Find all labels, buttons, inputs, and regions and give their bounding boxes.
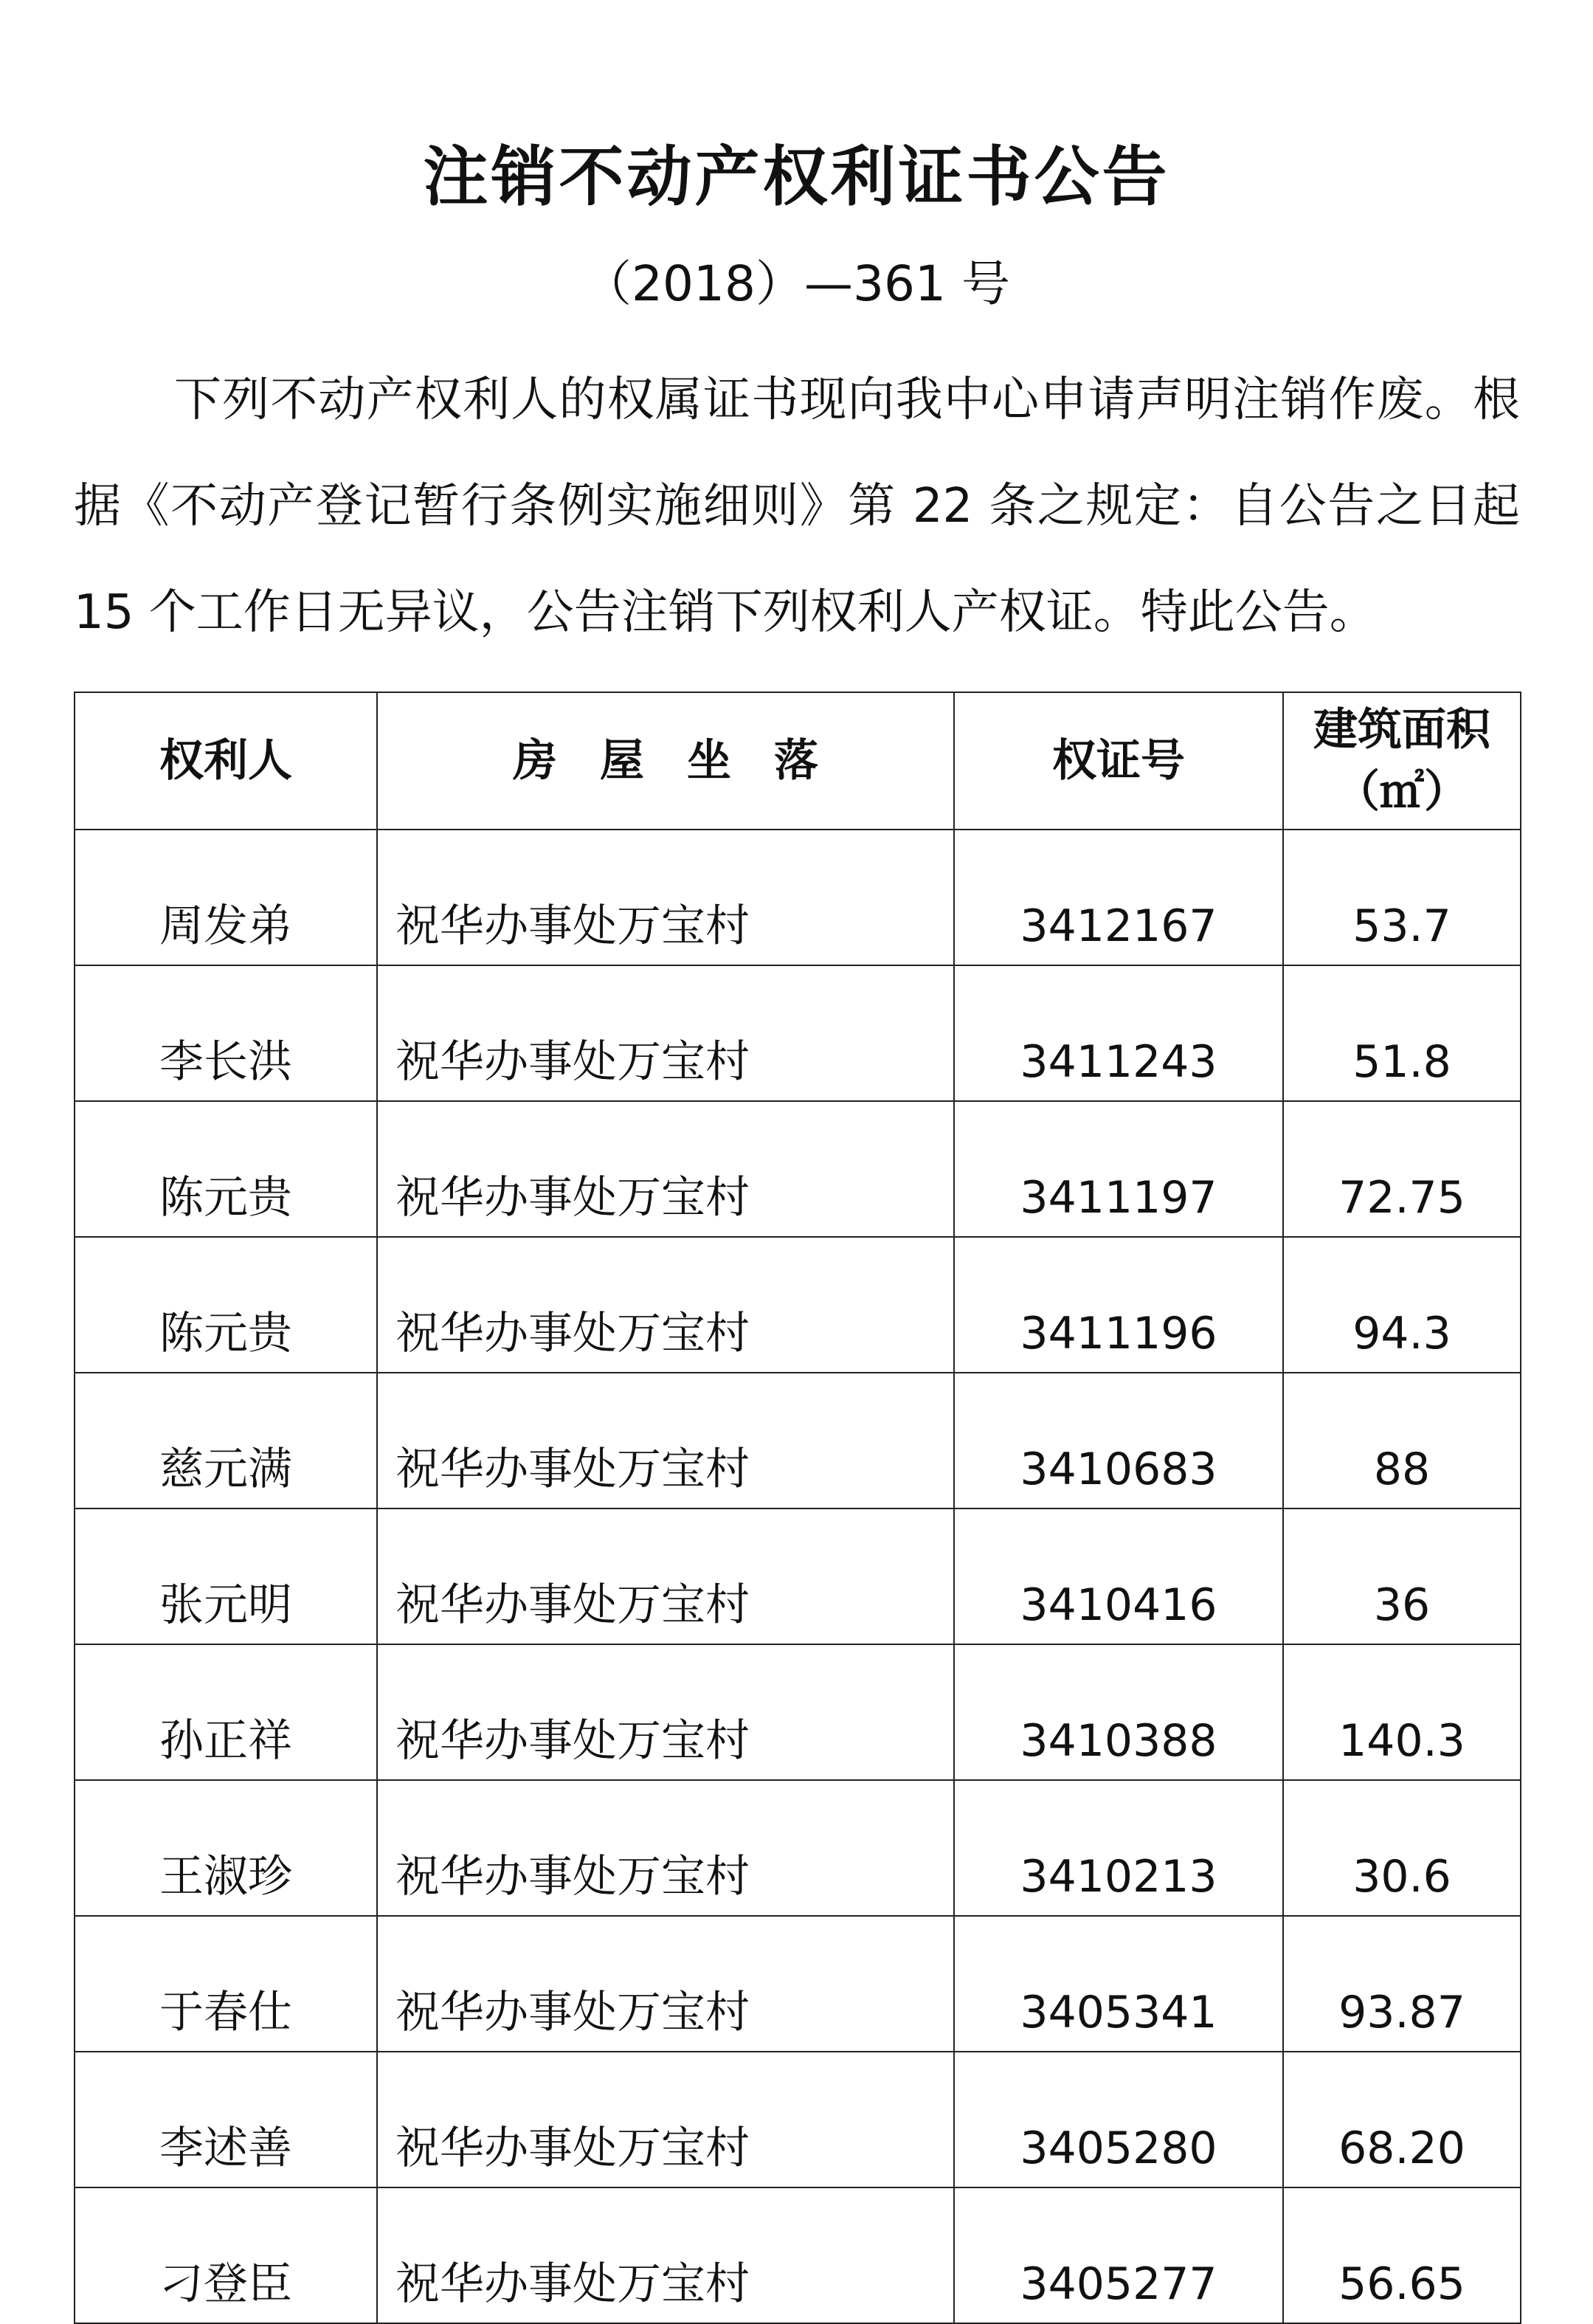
cert-number-cell: 3411197: [954, 1101, 1283, 1237]
header-owner: 权利人: [75, 692, 377, 830]
cert-number-cell: 3410213: [954, 1780, 1283, 1916]
area-cell: 56.65: [1283, 2187, 1521, 2323]
table-row: [75, 830, 1521, 965]
cert-number-cell: 3411243: [954, 965, 1283, 1101]
header-area: [1283, 692, 1521, 830]
cert-number-cell: 3412167: [954, 830, 1283, 965]
area-cell: 68.20: [1283, 2052, 1521, 2187]
table-row: [75, 2187, 1521, 2323]
table-row: [75, 965, 1521, 1101]
area-cell: 30.6: [1283, 1780, 1521, 1916]
area-cell: 53.7: [1283, 830, 1521, 965]
table-row: [75, 1373, 1521, 1508]
table-row: [75, 1644, 1521, 1780]
table-header-row: [75, 692, 1521, 830]
location-cell: 祝华办事处万宝村: [377, 965, 954, 1101]
owner-cell: 张元明: [75, 1508, 377, 1644]
location-cell: 祝华办事处万宝村: [377, 1916, 954, 2052]
header-area-label: 建筑面积: [1313, 704, 1490, 756]
notice-paragraph: 下列不动产权利人的权属证书现向我中心申请声明注销作废。根据《不动产登记暂行条例实施细则》第 22 条之规定：自公告之日起 15 个工作日无异议，公告注销下列权利人产权证。特此公告。: [74, 373, 1520, 640]
location-cell: 祝华办事处万宝村: [377, 2052, 954, 2187]
location-cell: 祝华办事处万宝村: [377, 1780, 954, 1916]
owner-cell: 于春仕: [75, 1916, 377, 2052]
page-title: 注销不动产权利证书公告: [423, 139, 1170, 215]
location-cell: 祝华办事处万宝村: [377, 1373, 954, 1508]
table-row: [75, 2052, 1521, 2187]
owner-cell: 陈元贵: [75, 1101, 377, 1237]
cert-number-cell: 3410683: [954, 1373, 1283, 1508]
location-cell: 祝华办事处万宝村: [377, 830, 954, 965]
area-cell: 93.87: [1283, 1916, 1521, 2052]
header-cert-number: 权证号: [954, 692, 1283, 830]
owner-cell: 刁登臣: [75, 2187, 377, 2323]
area-cell: 140.3: [1283, 1644, 1521, 1780]
cert-number-cell: 3410388: [954, 1644, 1283, 1780]
owner-cell: 李长洪: [75, 965, 377, 1101]
location-cell: 祝华办事处万宝村: [377, 1237, 954, 1373]
table-body: [75, 830, 1521, 2323]
owner-cell: 孙正祥: [75, 1644, 377, 1780]
location-cell: 祝华办事处万宝村: [377, 1101, 954, 1237]
owner-cell: 王淑珍: [75, 1780, 377, 1916]
area-cell: 94.3: [1283, 1237, 1521, 1373]
cert-number-cell: 3411196: [954, 1237, 1283, 1373]
table-row: [75, 1916, 1521, 2052]
header-location: 房屋坐落: [377, 692, 954, 830]
area-cell: 72.75: [1283, 1101, 1521, 1237]
cert-number-cell: 3405280: [954, 2052, 1283, 2187]
table-row: [75, 1780, 1521, 1916]
header-area-unit: （㎡）: [1335, 766, 1468, 818]
location-cell: 祝华办事处万宝村: [377, 1644, 954, 1780]
area-cell: 51.8: [1283, 965, 1521, 1101]
owner-cell: 周发弟: [75, 830, 377, 965]
table-row: [75, 1101, 1521, 1237]
table-row: [75, 1508, 1521, 1644]
location-cell: 祝华办事处万宝村: [377, 1508, 954, 1644]
table-row: [75, 1237, 1521, 1373]
cert-number-cell: 3405341: [954, 1916, 1283, 2052]
location-cell: 祝华办事处万宝村: [377, 2187, 954, 2323]
document-number: （2018）—361 号: [583, 255, 1010, 312]
owner-cell: 陈元贵: [75, 1237, 377, 1373]
area-cell: 36: [1283, 1508, 1521, 1644]
owner-cell: 慈元满: [75, 1373, 377, 1508]
owner-cell: 李述善: [75, 2052, 377, 2187]
cert-number-cell: 3405277: [954, 2187, 1283, 2323]
cert-number-cell: 3410416: [954, 1508, 1283, 1644]
area-cell: 88: [1283, 1373, 1521, 1508]
certificate-table: [74, 692, 1521, 2324]
